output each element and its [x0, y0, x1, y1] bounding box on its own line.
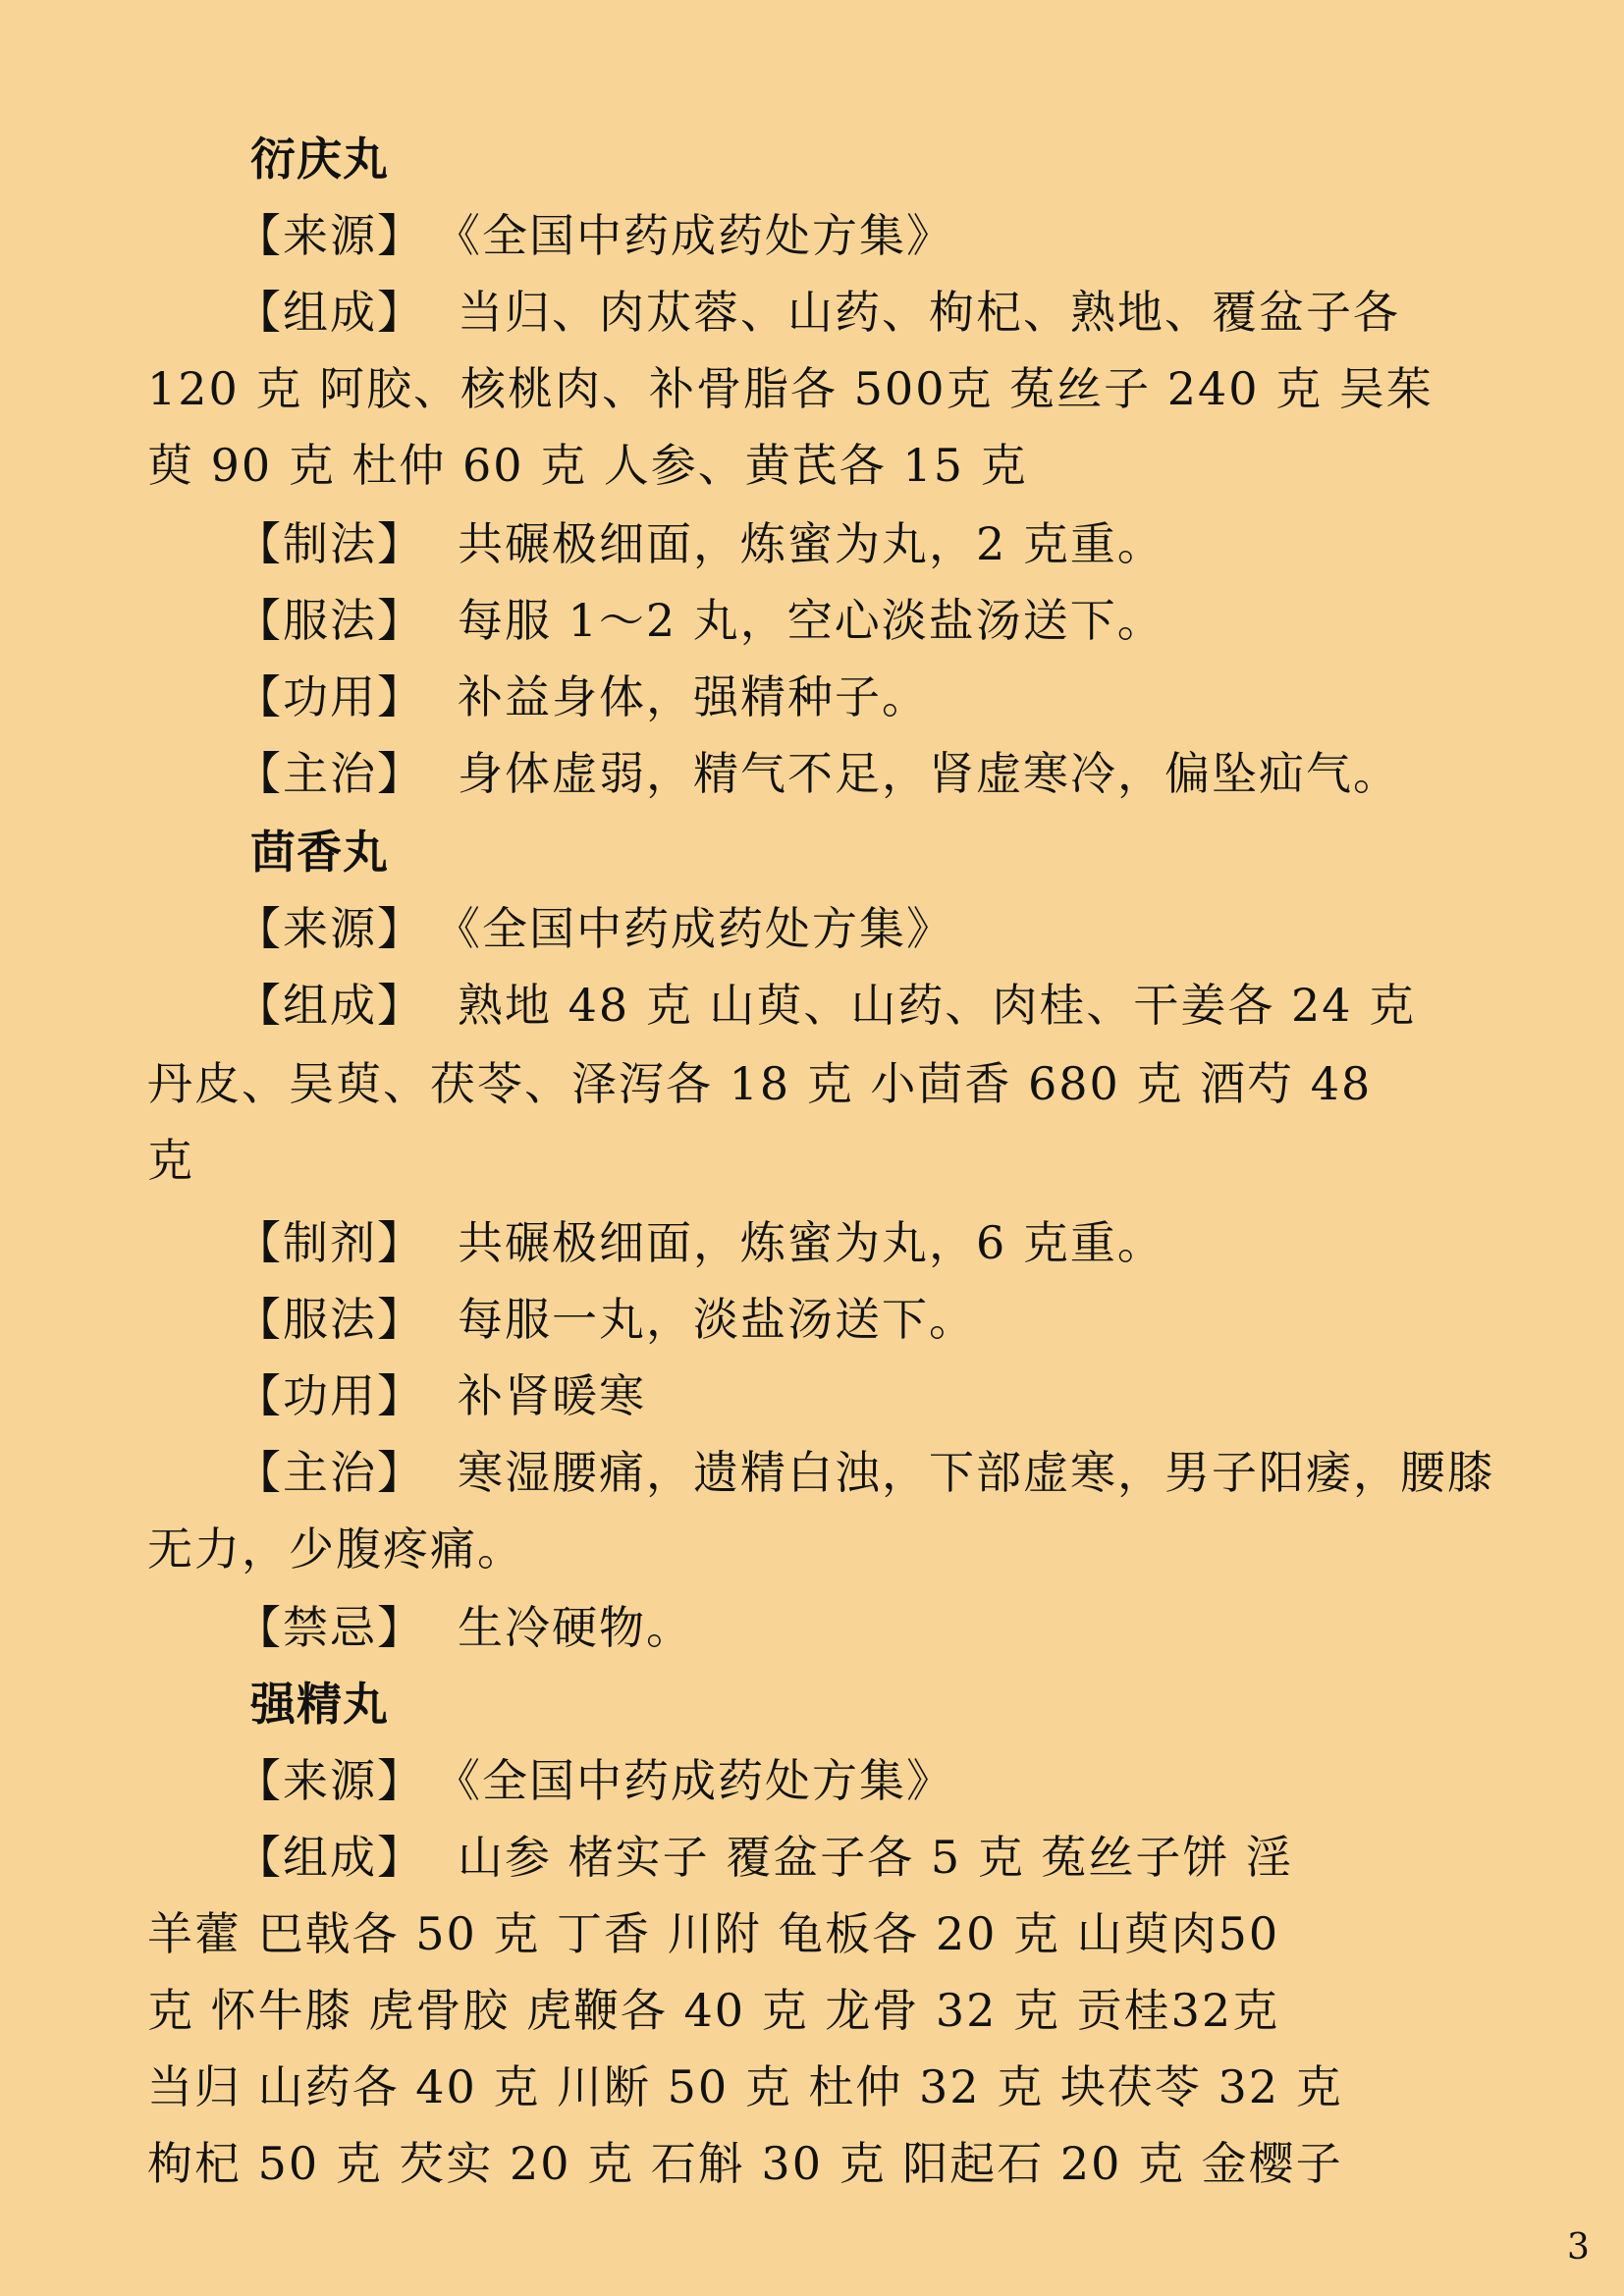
- function-line: [236, 667, 1463, 726]
- contraindication-line: [236, 1598, 1463, 1657]
- composition-text: 熟地 48 克 山萸、山药、肉桂、干姜各 24 克: [458, 979, 1417, 1032]
- function-text: 补肾暖寒: [458, 1369, 646, 1422]
- dosage-text: 每服一丸，淡盐汤送下。: [458, 1293, 976, 1346]
- formula-title: 衍庆丸: [250, 133, 389, 186]
- source-text: 《全国中药成药处方集》: [458, 209, 953, 262]
- indication-continuation: 无力，少腹疼痛。: [147, 1522, 524, 1575]
- indication-line: [236, 744, 1463, 803]
- source-text: 《全国中药成药处方集》: [458, 902, 953, 955]
- source-label: 【来源】: [236, 209, 424, 262]
- source-line: [236, 899, 1463, 958]
- contraindication-text: 生冷硬物。: [458, 1601, 693, 1654]
- indication-text: 身体虚弱，精气不足，肾虚寒冷，偏坠疝气。: [458, 747, 1400, 800]
- indication-line: [236, 1443, 1494, 1502]
- function-line: [236, 1366, 1463, 1425]
- composition-label: 【组成】: [236, 979, 424, 1032]
- composition-text: 山参 楮实子 覆盆子各 5 克 菟丝子饼 淫: [458, 1831, 1293, 1884]
- source-label: 【来源】: [236, 902, 424, 955]
- composition-continuation: 枸杞 50 克 芡实 20 克 石斛 30 克 阳起石 20 克 金樱子: [147, 2137, 1343, 2190]
- composition-line: [236, 976, 1463, 1035]
- function-label: 【功用】: [236, 670, 424, 723]
- dosage-line: [236, 591, 1463, 650]
- indication-label: 【主治】: [236, 747, 424, 800]
- composition-continuation: 克 怀牛膝 虎骨胶 虎鞭各 40 克 龙骨 32 克 贡桂32克: [147, 1984, 1280, 2037]
- preparation-label: 【制剂】: [236, 1216, 424, 1269]
- dosage-text: 每服 1～2 丸，空心淡盐汤送下。: [458, 594, 1164, 647]
- source-line: [236, 206, 1463, 265]
- indication-text: 寒湿腰痛，遗精白浊，下部虚寒，男子阳痿，腰膝: [458, 1446, 1494, 1499]
- source-line: [236, 1751, 1463, 1810]
- dosage-label: 【服法】: [236, 1293, 424, 1346]
- preparation-text: 共碾极细面，炼蜜为丸，2 克重。: [458, 517, 1164, 570]
- dosage-line: [236, 1290, 1463, 1349]
- preparation-label: 【制法】: [236, 517, 424, 570]
- formula-title: 茴香丸: [250, 826, 389, 879]
- source-text: 《全国中药成药处方集》: [458, 1754, 953, 1807]
- indication-label: 【主治】: [236, 1446, 424, 1499]
- composition-continuation: 丹皮、吴萸、茯苓、泽泻各 18 克 小茴香 680 克 酒芍 48: [147, 1057, 1373, 1110]
- composition-continuation: 萸 90 克 杜仲 60 克 人参、黄芪各 15 克: [147, 439, 1028, 492]
- composition-text: 当归、肉苁蓉、山药、枸杞、熟地、覆盆子各: [458, 286, 1400, 339]
- composition-label: 【组成】: [236, 1831, 424, 1884]
- composition-line: [236, 283, 1463, 342]
- function-text: 补益身体，强精种子。: [458, 670, 929, 723]
- dosage-label: 【服法】: [236, 594, 424, 647]
- composition-label: 【组成】: [236, 286, 424, 339]
- composition-continuation: 羊藿 巴戟各 50 克 丁香 川附 龟板各 20 克 山萸肉50: [147, 1907, 1280, 1960]
- preparation-line: [236, 514, 1463, 573]
- source-label: 【来源】: [236, 1754, 424, 1807]
- preparation-line: [236, 1213, 1463, 1272]
- page-number: 3: [1567, 2227, 1590, 2268]
- composition-line: [236, 1828, 1463, 1887]
- composition-continuation: 当归 山药各 40 克 川断 50 克 杜仲 32 克 块茯苓 32 克: [147, 2060, 1343, 2113]
- function-label: 【功用】: [236, 1369, 424, 1422]
- composition-continuation: 克: [147, 1134, 194, 1187]
- formula-title: 强精丸: [250, 1678, 389, 1731]
- composition-continuation: 120 克 阿胶、核桃肉、补骨脂各 500克 菟丝子 240 克 吴茱: [147, 362, 1434, 415]
- contraindication-label: 【禁忌】: [236, 1601, 424, 1654]
- preparation-text: 共碾极细面，炼蜜为丸，6 克重。: [458, 1216, 1164, 1269]
